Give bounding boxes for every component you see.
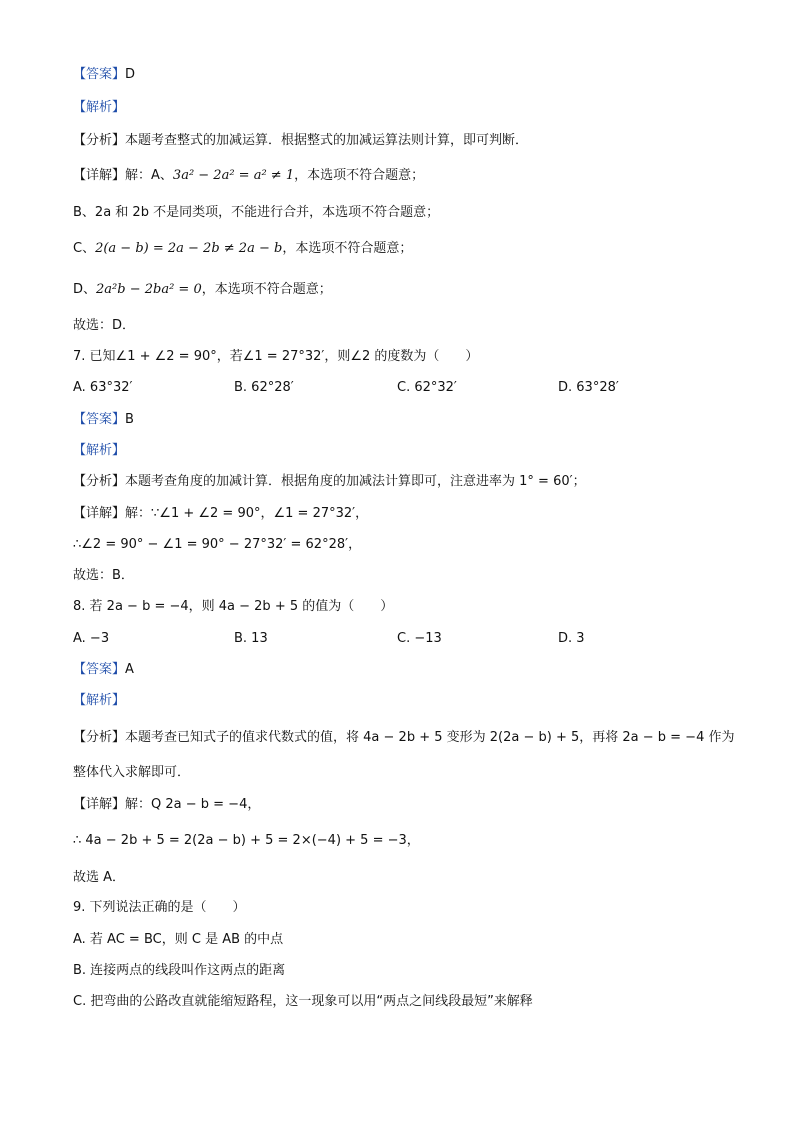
detail-tag: 【详解】 (73, 506, 126, 521)
detail-tag: 【详解】 (73, 168, 126, 183)
option-text: B. 连接两点的线段叫作这两点的距离 (73, 963, 286, 978)
fenxi-tag: 【分析】 (73, 474, 126, 489)
fenxi-text: 本题考查已知式子的值求代数式的值，将 4a − 2b + 5 变形为 2(2a − b) + 5，再将 2a − b = −4 作为 (125, 730, 735, 745)
line-c-tail: ，本选项不符合题意； (282, 241, 413, 256)
q8-option-b: B. 13 (234, 631, 268, 646)
q6-answer-line (73, 67, 135, 83)
q8-detail-line (73, 797, 260, 813)
q8-analysis-tag (73, 693, 125, 709)
q8-conclusion (73, 870, 125, 886)
q9-option-a (73, 932, 283, 948)
q8-option-c: C. −13 (397, 631, 442, 646)
line-c-prefix: C、 (73, 241, 96, 256)
q7-stem (73, 349, 478, 365)
option-b-explanation: B、2a 和 2b 不是同类项，不能进行合并，本选项不符合题意； (73, 205, 440, 220)
answer-tag: 【答案】 (73, 662, 126, 677)
line-d-prefix: D、 (73, 282, 97, 297)
conclusion-text: 故选 A． (73, 870, 126, 885)
question-stem: 9. 下列说法正确的是（ ） (73, 900, 246, 915)
fenxi-text: 本题考查角度的加减计算．根据角度的加减法计算即可，注意进率为 1° = 60′； (125, 474, 586, 489)
q9-option-c (73, 994, 533, 1010)
q6-line-d (73, 282, 332, 298)
step-text: ∴ 4a − 2b + 5 = 2(2a − b) + 5 = 2×(−4) + 5 = −3， (73, 833, 420, 848)
q6-line-c (73, 241, 412, 257)
q7-option-a: A. 63°32′ (73, 380, 133, 395)
conclusion-text: 故选：D． (73, 318, 136, 333)
conclusion-text: 故选：B． (73, 568, 134, 583)
q6-line-b (73, 205, 439, 221)
step-text: ∴∠2 = 90° − ∠1 = 90° − 27°32′ = 62°28′， (73, 537, 362, 552)
q9-stem (73, 900, 246, 916)
q7-conclusion (73, 568, 134, 584)
question-stem: 8. 若 2a − b = −4，则 4a − 2b + 5 的值为（ ） (73, 599, 394, 614)
option-text: A. 若 AC = BC，则 C 是 AB 的中点 (73, 932, 284, 947)
q7-fenxi-line (73, 474, 586, 490)
question-stem: 7. 已知∠1 + ∠2 = 90°，若∠1 = 27°32′，则∠2 的度数为（ ） (73, 349, 479, 364)
q6-fenxi-line (73, 133, 528, 149)
answer-tag: 【答案】 (73, 412, 126, 427)
fenxi-text: 本题考查整式的加减运算．根据整式的加减运算法则计算，即可判断． (125, 133, 529, 148)
detail-tag: 【详解】 (73, 797, 126, 812)
analysis-tag: 【解析】 (73, 443, 126, 458)
q8-fenxi-line (73, 730, 734, 746)
line-d-tail: ，本选项不符合题意； (201, 282, 332, 297)
answer-value: B (125, 412, 134, 427)
q8-option-d: D. 3 (558, 631, 585, 646)
answer-value: D (125, 67, 136, 82)
q7-option-d: D. 63°28′ (558, 380, 619, 395)
q9-option-b (73, 963, 285, 979)
analysis-tag: 【解析】 (73, 100, 126, 115)
q7-option-c: C. 62°32′ (397, 380, 457, 395)
q8-option-a: A. −3 (73, 631, 110, 646)
answer-tag: 【答案】 (73, 67, 126, 82)
q6-detail-line (73, 168, 424, 184)
q7-step-line (73, 537, 361, 553)
q7-option-b: B. 62°28′ (234, 380, 294, 395)
q7-analysis-tag (73, 443, 125, 459)
q8-stem (73, 599, 393, 615)
q7-detail-line (73, 506, 368, 522)
detail-text: 解：Q 2a − b = −4， (125, 797, 261, 812)
detail-text: 解：∵∠1 + ∠2 = 90°，∠1 = 27°32′， (125, 506, 369, 521)
math-expression: 3a² − 2a² = a² ≠ 1 (172, 168, 295, 183)
q6-analysis-tag (73, 100, 125, 116)
detail-tail: ，本选项不符合题意； (294, 168, 425, 183)
analysis-tag: 【解析】 (73, 693, 126, 708)
fenxi-text-continued: 整体代入求解即可． (73, 765, 191, 780)
option-text: C. 把弯曲的公路改直就能缩短路程，这一现象可以用“两点之间线段最短”来解释 (73, 994, 533, 1009)
q8-answer-line (73, 662, 134, 678)
answer-value: A (125, 662, 134, 677)
detail-prefix: 解：A、 (125, 168, 173, 183)
q7-answer-line (73, 412, 134, 428)
q8-step-line (73, 833, 420, 849)
fenxi-tag: 【分析】 (73, 133, 126, 148)
fenxi-tag: 【分析】 (73, 730, 126, 745)
math-expression: 2a²b − 2ba² = 0 (96, 282, 202, 297)
q8-fenxi-line-2 (73, 765, 190, 781)
q6-conclusion (73, 318, 135, 334)
math-expression: 2(a − b) = 2a − 2b ≠ 2a − b (95, 241, 283, 256)
